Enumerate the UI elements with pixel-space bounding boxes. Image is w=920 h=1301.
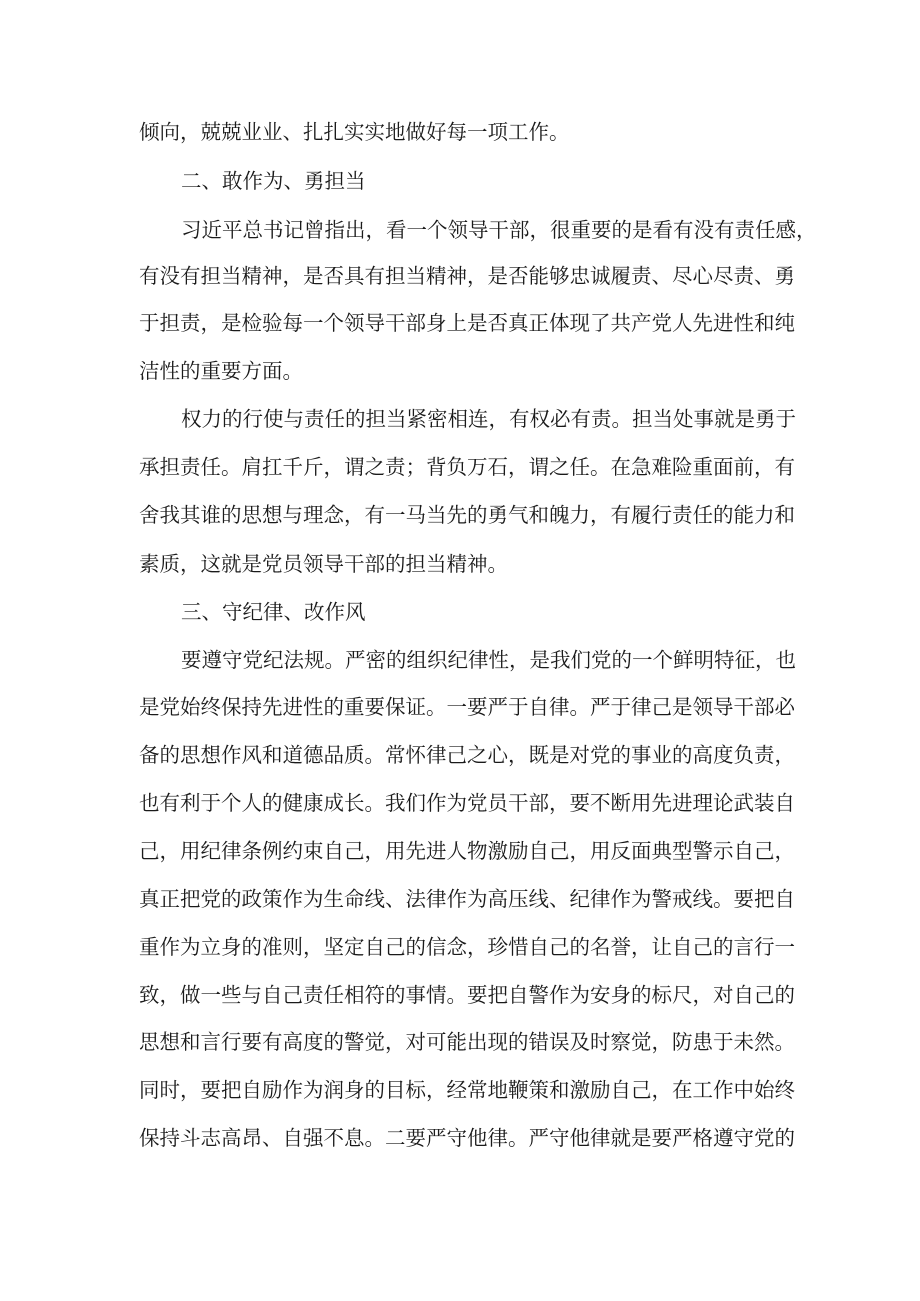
- text-line: 习近平总书记曾指出，看一个领导干部，很重要的是看有没有责任感，: [181, 218, 817, 242]
- text-line: 致，做一些与自己责任相符的事情。要把自警作为安身的标尺，对自己的: [139, 983, 795, 1007]
- text-line: 是党始终保持先进性的重要保证。一要严于自律。严于律己是领导干部必: [139, 695, 795, 719]
- text-line: 重作为立身的准则，坚定自己的信念，珍惜自己的名誉，让自己的言行一: [139, 935, 795, 959]
- text-line: 己，用纪律条例约束自己，用先进人物激励自己，用反面典型警示自己，: [139, 839, 795, 863]
- text-line: 倾向，兢兢业业、扎扎实实地做好每一项工作。: [139, 120, 570, 144]
- text-line: 洁性的重要方面。: [139, 359, 303, 383]
- text-line: 保持斗志高昂、自强不息。二要严守他律。严守他律就是要严格遵守党的: [139, 1126, 795, 1150]
- section-heading: 二、敢作为、勇担当: [181, 169, 366, 193]
- text-line: 要遵守党纪法规。严密的组织纪律性，是我们党的一个鲜明特征，也: [181, 648, 796, 672]
- text-line: 承担责任。肩扛千斤，谓之责；背负万石，谓之任。在急难险重面前，有: [139, 455, 795, 479]
- text-line: 备的思想作风和道德品质。常怀律己之心，既是对党的事业的高度负责，: [139, 743, 795, 767]
- section-heading: 三、守纪律、改作风: [181, 600, 366, 624]
- text-line: 也有利于个人的健康成长。我们作为党员干部，要不断用先进理论武装自: [139, 791, 795, 815]
- text-line: 思想和言行要有高度的警觉，对可能出现的错误及时察觉，防患于未然。: [139, 1030, 795, 1054]
- text-line: 权力的行使与责任的担当紧密相连，有权必有责。担当处事就是勇于: [181, 407, 796, 431]
- text-line: 真正把党的政策作为生命线、法律作为高压线、纪律作为警戒线。要把自: [139, 887, 795, 911]
- text-line: 素质，这就是党员领导干部的担当精神。: [139, 552, 508, 576]
- text-line: 舍我其谁的思想与理念，有一马当先的勇气和魄力，有履行责任的能力和: [139, 503, 795, 527]
- text-line: 于担责，是检验每一个领导干部身上是否真正体现了共产党人先进性和纯: [139, 311, 795, 335]
- text-line: 有没有担当精神，是否具有担当精神，是否能够忠诚履责、尽心尽责、勇: [139, 264, 795, 288]
- text-line: 同时，要把自励作为润身的目标，经常地鞭策和激励自己，在工作中始终: [139, 1078, 795, 1102]
